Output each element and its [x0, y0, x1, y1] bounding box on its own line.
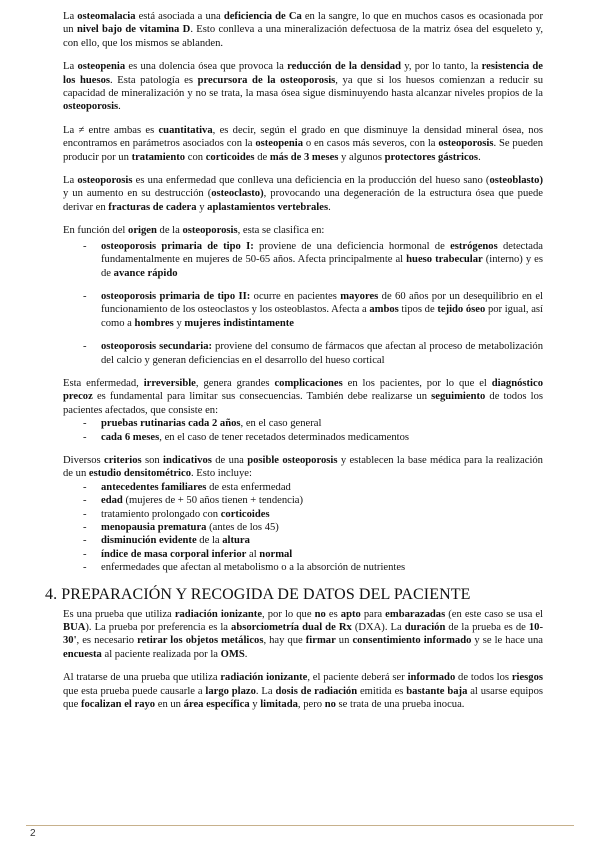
- paragraph-osteopenia: La osteopenia es una dolencia ósea que provoca la reducción de la densidad y, por lo tanto, la resistencia de los huesos. Esta patología es precursora de la osteoporosis, ya que si los huesos comienzan a reducir su capacidad de mineralización y no se trata, la masa ósea sigue disminuyendo hasta alcanzar niveles propios de la osteoporosis.: [63, 61, 544, 113]
- bold-term: estudio densitométrico: [88, 468, 191, 480]
- bold-term: estrógenos: [450, 240, 498, 252]
- list-item: - disminución evidente de la altura: [63, 534, 543, 547]
- bold-term: osteoporosis: [63, 101, 119, 113]
- document-page: [45, 10, 544, 721]
- paragraph-osteomalacia: La osteomalacia está asociada a una deficiencia de Ca en la sangre, lo que en muchos casos es ocasionada por un nivel bajo de vitamina D. Esto conlleva a una mineralización defectuosa de la matriz ósea del esqueleto y, con ello, que los mismos se ablanden.: [63, 11, 543, 49]
- list-item: - antecedentes familiares de esta enfermedad: [63, 481, 543, 494]
- bold-term: focalizan el rayo: [80, 699, 156, 711]
- bold-term: pruebas rutinarias cada 2 años: [101, 418, 241, 430]
- bold-term: apto: [340, 608, 361, 620]
- bold-term: resistencia de los huesos: [63, 61, 543, 86]
- bold-term: reducción de la densidad: [287, 61, 401, 73]
- bold-term: cada 6 meses: [101, 431, 160, 443]
- paragraph-difference: La ≠ entre ambas es cuantitativa, es decir, según el grado en que disminuye la densidad mineral ósea, nos encontramos en parámetros asociados con la osteopenia o en casos más severos, con la osteoporosis. Se pueden producir por un tratamiento con corticoides de más de 3 meses y algunos protectores gástricos.: [63, 124, 543, 163]
- bold-term: osteoporosis: [77, 175, 133, 187]
- bold-term: seguimiento: [431, 391, 486, 403]
- bold-term: encuesta: [63, 648, 102, 660]
- bold-term: corticoides: [220, 508, 270, 520]
- bold-term: menopausia prematura: [101, 522, 207, 533]
- list-item: - edad (mujeres de + 50 años tienen + tendencia): [63, 494, 543, 507]
- section-heading: 4. PREPARACIÓN Y RECOGIDA DE DATOS DEL PACIENTE: [45, 585, 471, 603]
- bold-term: osteomalacia: [77, 11, 136, 22]
- list-item: - tratamiento prolongado con corticoides: [63, 508, 543, 521]
- bold-term: largo plazo: [205, 685, 256, 697]
- bold-term: osteoporosis primaria de tipo I:: [101, 240, 254, 252]
- paragraph-osteoporosis: La osteoporosis es una enfermedad que conlleva una deficiencia en la producción del hueso sano (osteoblasto) y un aumento en su destrucción (osteoclasto), provocando una degeneración de la estructura ósea que puede derivar en fracturas de cadera y aplastamientos vertebrales.: [63, 175, 543, 213]
- bold-term: informado: [407, 672, 456, 684]
- list-item: - índice de masa corporal inferior al normal: [63, 548, 543, 561]
- bold-term: área específica: [183, 699, 250, 711]
- bold-term: índice de masa corporal inferior: [101, 548, 247, 560]
- bold-term: osteopenia: [255, 138, 303, 150]
- bold-term: no: [324, 699, 336, 711]
- followup-list: [63, 417, 543, 444]
- bold-term: complicaciones: [274, 377, 343, 389]
- paragraph-radiation-risks: Al tratarse de una prueba que utiliza radiación ionizante, el paciente deberá ser informado de todos los riesgos que esta prueba puede causarle a largo plazo. La dosis de radiación emitida es bastante baja al usarse equipos que focalizan el rayo en un área específica y limitada, pero no se trata de una prueba inocua.: [63, 672, 543, 711]
- list-item: - pruebas rutinarias cada 2 años, en el caso general: [63, 417, 543, 430]
- bold-term: indicativos: [163, 454, 212, 466]
- footer-divider: [26, 825, 574, 826]
- bold-term: protectores gástricos: [384, 151, 479, 163]
- bold-term: origen: [128, 225, 157, 237]
- bold-term: antecedentes familiares: [101, 481, 207, 493]
- list-item: - enfermedades que afectan al metabolismo o a la absorción de nutrientes: [63, 561, 543, 574]
- bold-term: corticoides: [205, 151, 255, 163]
- bold-term: diagnóstico precoz: [63, 377, 543, 403]
- bold-term: BUA: [63, 622, 86, 634]
- classification-list: [63, 240, 543, 367]
- paragraph-test-description: Es una prueba que utiliza radiación ionizante, por lo que no es apto para embarazadas (en este caso se usa el BUA). La prueba por preferencia es la absorciometría dual de Rx (DXA). La duración de la prueba es de 10-30', es necesario retirar los objetos metálicos, hay que firmar un consentimiento informado y se le hace una encuesta al paciente realizada por la OMS.: [63, 608, 544, 660]
- bold-term: osteopenia: [77, 61, 126, 73]
- bold-term: no: [314, 608, 326, 620]
- bold-term: firmar: [305, 635, 336, 647]
- bold-term: deficiencia de Ca: [223, 11, 302, 22]
- bold-term: dosis de radiación: [275, 685, 358, 697]
- bold-term: 10-30': [63, 622, 543, 647]
- bold-term: osteoclasto): [211, 188, 264, 200]
- list-item: - cada 6 meses, en el caso de tener recetados determinados medicamentos: [63, 431, 543, 444]
- list-item: - menopausia prematura (antes de los 45): [63, 521, 543, 534]
- bold-term: duración: [404, 622, 446, 634]
- bold-term: OMS: [220, 648, 245, 660]
- list-item-type-1: - osteoporosis primaria de tipo I: proviene de una deficiencia hormonal de estrógenos detectada fundamentalmente en mujeres de 50-65 años. Afecta principalmente al hueso trabecular (interno) y es de avance rápido: [63, 240, 543, 280]
- bold-term: criterios: [104, 454, 142, 466]
- criteria-list: [63, 481, 543, 575]
- bold-term: hueso trabecular: [406, 254, 483, 266]
- bold-term: retirar los objetos metálicos: [137, 635, 264, 647]
- bold-term: fracturas de cadera: [108, 201, 197, 213]
- bold-term: osteoporosis: [182, 225, 238, 237]
- bold-term: normal: [259, 548, 293, 560]
- bold-term: consentimiento informado: [352, 635, 472, 647]
- bold-term: hombres: [134, 317, 174, 329]
- bold-term: irreversible: [143, 377, 196, 389]
- bold-term: osteoblasto): [489, 175, 543, 187]
- page-number: 2: [30, 828, 36, 839]
- bold-term: tratamiento: [131, 151, 186, 163]
- bold-term: más de 3 meses: [269, 151, 339, 163]
- bold-term: tejido óseo: [437, 304, 486, 316]
- bold-term: osteoporosis: [438, 138, 494, 150]
- paragraph-criteria: Diversos criterios son indicativos de una posible osteoporosis y establecen la base médica para la realización de un estudio densitométrico. Esto incluye:: [63, 454, 543, 480]
- bold-term: limitada: [260, 699, 298, 711]
- bold-term: edad: [101, 495, 123, 507]
- list-item-type-2: - osteoporosis primaria de tipo II: ocurre en pacientes mayores de 60 años por un desequilibrio en el funcionamiento de los osteoclastos y los osteoblastos. Afecta a ambos tipos de tejido óseo por igual, así como a hombres y mujeres indistintamente: [63, 290, 543, 330]
- paragraph-classification-intro: En función del origen de la osteoporosis, esta se clasifica en:: [63, 225, 325, 237]
- bold-term: mayores: [340, 290, 379, 302]
- bold-term: embarazadas: [385, 608, 446, 620]
- bold-term: osteoporosis secundaria:: [101, 341, 213, 353]
- bold-term: precursora de la osteoporosis: [197, 74, 336, 86]
- bold-term: nivel bajo de vitamina D: [76, 24, 191, 36]
- bold-term: bastante baja: [406, 685, 468, 697]
- bold-term: riesgos: [511, 672, 543, 684]
- bold-term: radiación ionizante: [220, 672, 308, 684]
- bold-term: mujeres indistintamente: [184, 317, 294, 329]
- bold-term: disminución evidente: [101, 535, 197, 547]
- bold-term: osteoporosis primaria de tipo II:: [101, 290, 251, 302]
- paragraph-followup: Esta enfermedad, irreversible, genera grandes complicaciones en los pacientes, por lo que el diagnóstico precoz es fundamental para limitar sus consecuencias. También debe realizarse un seguimiento de todos los pacientes afectados, que consiste en:: [63, 377, 544, 416]
- bold-term: altura: [222, 535, 250, 547]
- bold-term: avance rápido: [113, 267, 178, 279]
- bold-term: ambos: [369, 304, 399, 316]
- bold-term: aplastamientos vertebrales: [207, 201, 329, 213]
- bold-term: radiación ionizante: [174, 608, 263, 620]
- bold-term: posible osteoporosis: [247, 454, 338, 466]
- list-item-secondary: - osteoporosis secundaria: proviene del consumo de fármacos que afectan al proceso de metabolización del calcio y generan deficiencias en el desarrollo del hueso cortical: [63, 340, 543, 367]
- bold-term: cuantitativa: [158, 124, 213, 136]
- bold-term: absorciometría dual de Rx: [231, 622, 352, 634]
